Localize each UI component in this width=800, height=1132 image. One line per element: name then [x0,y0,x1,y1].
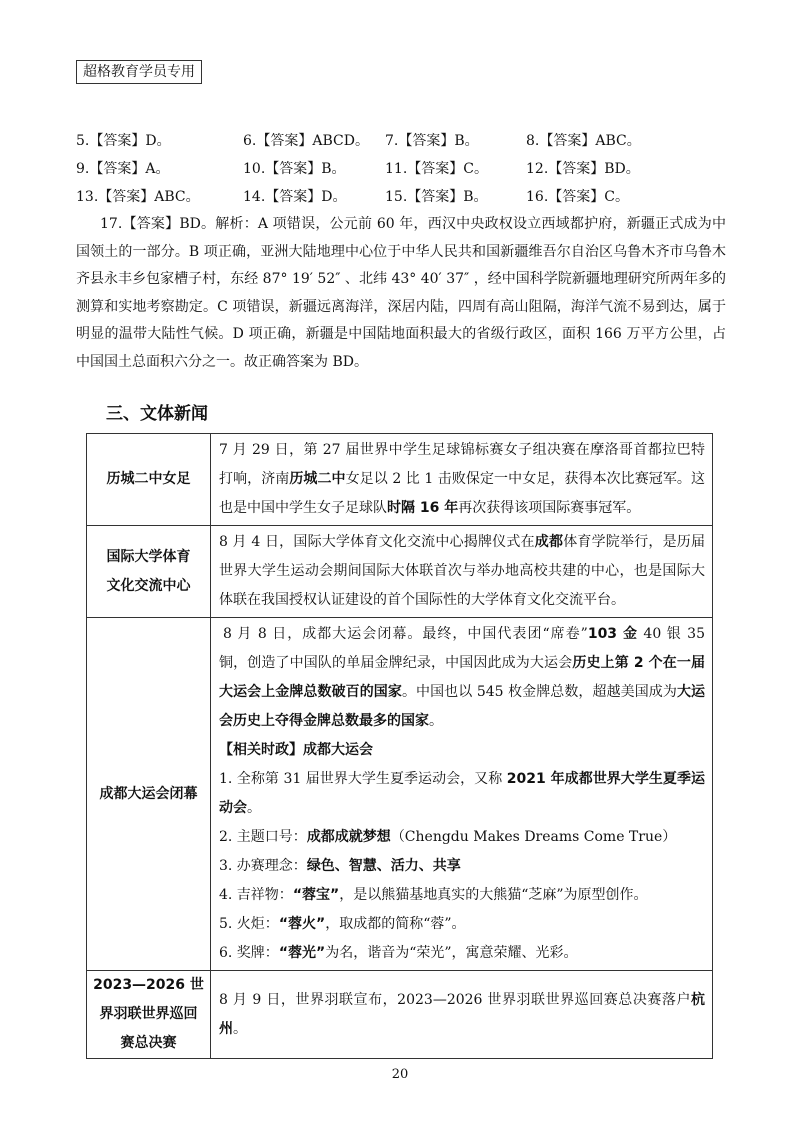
label-line: 2023—2026 世 [93,977,204,993]
row-label [87,526,211,618]
section-title: 三、文体新闻 [106,404,208,424]
label-line: 文化交流中心 [106,577,191,594]
answer-row [76,127,726,155]
answer-row [76,155,726,183]
text: 为名，谐音为“荣光”，寓意荣耀、光彩。 [325,945,578,961]
table-row [87,434,713,526]
bold-text: 成都 [534,534,564,550]
text: 40 银 35 铜，创造了中国队的单届金牌纪录，中国因此成为大运会 [219,626,705,671]
text: 。中国也以 545 枚金牌总数，超越美国成为 [401,684,677,700]
text: 8 月 8 日，成都大运会闭幕。最终，中国代表团“席卷” [223,626,588,642]
answer-item: 10.【答案】B。 [243,161,346,177]
answer-item: 6.【答案】ABCD。 [243,133,369,149]
answer-17-explanation [76,211,726,376]
label-line: 界羽联世界巡回 [99,1006,198,1022]
text: 再次获得该项国际赛事冠军。 [458,500,641,516]
text: 。 [247,800,261,816]
answer-list [76,127,726,211]
table-row [87,526,713,618]
answer-item: 14.【答案】D。 [243,189,347,205]
answer-item: 16.【答案】C。 [526,189,629,205]
answer-item: 15.【答案】B。 [385,189,488,205]
answer-item: 13.【答案】ABC。 [76,189,200,205]
bold-text: “蓉宝” [292,887,340,903]
bold-text: 时隔 16 年 [387,500,459,516]
text: 女足以 2 比 1 击败保定一中女足，获得本次比赛冠军。这也是中国中学生女子足球队 [219,471,706,516]
text: 7 月 29 日，第 27 届世界中学生足球锦标赛女子组决赛在摩洛哥首都拉巴特打响，济南 [219,442,705,487]
answer-17-text: 17.【答案】BD。解析：A 项错误，公元前 60 年，西汉中央政权设立西域都护府，新疆正式成为中国领土的一部分。B 项正确，亚洲大陆地理中心位于中华人民共和国新疆维吾尔自治区乌鲁木齐市乌鲁木齐县永丰乡包家槽子村，东经 87° 19′ 52″ 、北纬 43° 40′ 37″ ，经中国科学院新疆地理研究所两年多的测算和实地考察勘定。C 项错误，新疆远离海洋，深居内陆，四周有高山阻隔，海洋气流不易到达，属于明显的温带大陆性气候。D 项正确，新疆是中国陆地面积最大的省级行政区，面积 166 万平方公里，占中国国土总面积六分之一。故正确答案为 BD。 [76,216,726,370]
text: 5. 火炬： [219,916,279,932]
row-content [211,526,713,618]
text: （Chengdu Makes Dreams Come True） [390,829,677,845]
bold-text: “蓉光” [278,945,326,961]
row-label: 历城二中女足 [87,434,211,526]
bold-text: 历史上第 2 个在一届大运会上金牌总数破百的国家 [219,655,705,700]
answer-item: 5.【答案】D。 [76,133,171,149]
label-line: 国际大学体育 [106,548,191,565]
row-content [211,618,713,971]
bold-text: 2021 年成都世界大学生夏季运动会 [219,771,705,816]
bold-text: 历城二中 [289,471,346,487]
page-number: 20 [391,1067,409,1082]
header-tag: 超格教育学员专用 [76,60,202,84]
table-row [87,618,713,971]
text: 1. 全称第 31 届世界大学生夏季运动会，又称 [219,771,507,787]
text: 4. 吉祥物： [219,887,293,903]
text: ，取成都的简称“蓉”。 [325,916,466,932]
row-label [87,971,211,1059]
text: 3. 办赛理念： [219,858,307,874]
answer-row [76,183,726,211]
text: 8 月 9 日，世界羽联宣布，2023—2026 世界羽联世界巡回赛总决赛落户 [219,991,691,1008]
bold-text: 103 金 [587,626,638,642]
answer-item: 12.【答案】BD。 [526,161,640,177]
label-line: 赛总决赛 [120,1035,177,1051]
bold-text: 杭州 [219,991,705,1037]
bold-text: “蓉火” [278,916,326,932]
text: 6. 奖牌： [219,945,279,961]
text: ，是以熊猫基地真实的大熊猫“芝麻”为原型创作。 [339,887,648,903]
news-table [86,433,713,1059]
table-row [87,971,713,1059]
answer-item: 11.【答案】C。 [385,161,488,177]
related-politics-heading: 【相关时政】成都大运会 [219,742,373,758]
answer-item: 8.【答案】ABC。 [526,133,641,149]
answer-item: 9.【答案】A。 [76,161,170,177]
answer-item: 7.【答案】B。 [385,133,479,149]
text: 。 [429,713,443,729]
bold-text: 绿色、智慧、活力、共享 [306,858,461,874]
text: 。 [233,1020,247,1037]
bold-text: 大运会历史上夺得金牌总数最多的国家 [219,684,706,729]
text: 体育学院举行，是历届世界大学生运动会期间国际大体联首次与举办地高校共建的中心，也是国际大体联在我国授权认证建设的首个国际性的大学体育文化交流平台。 [219,534,706,608]
row-label: 成都大运会闭幕 [87,618,211,971]
row-content [211,434,713,526]
text: 8 月 4 日，国际大学体育文化交流中心揭牌仪式在 [219,534,535,550]
bold-text: 成都成就梦想 [306,829,391,845]
text: 2. 主题口号： [219,829,307,845]
row-content [211,971,713,1059]
